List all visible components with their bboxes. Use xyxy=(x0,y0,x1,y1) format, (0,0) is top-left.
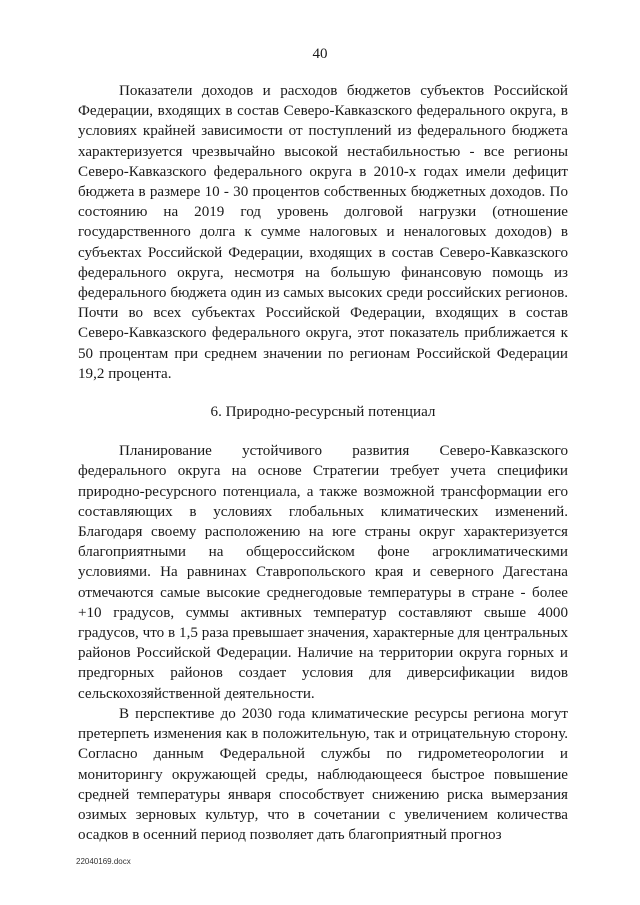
file-name-footer: 22040169.docx xyxy=(76,857,131,866)
page-number: 40 xyxy=(312,46,328,62)
document-body xyxy=(78,81,568,845)
paragraph-budget-indicators: Показатели доходов и расходов бюджетов субъектов Российской Федерации, входящих в состав Северо-Кавказского федерального округа, в условиях крайней зависимости от поступлений из федерального бюджета характеризуется чрезвычайно высокой нестабильностью - все регионы Северо-Кавказского федерального округа в 2010-х годах имели дефицит бюджета в размере 10 - 30 процентов собственных бюджетных доходов. По состоянию на 2019 год уровень долговой нагрузки (отношение государственного долга к сумме налоговых и неналоговых доходов) в субъектах Российской Федерации, входящих в состав Северо-Кавказского федерального округа, несмотря на большую финансовую помощь из федерального бюджета один из самых высоких среди российских регионов. Почти во всех субъектах Российской Федерации, входящих в состав Северо-Кавказского федерального округа, этот показатель приближается к 50 процентам при среднем значении по регионам Российской Федерации 19,2 процента. xyxy=(78,83,568,382)
section-heading: 6. Природно-ресурсный потенциал xyxy=(210,404,436,421)
paragraph-climate-outlook: В перспективе до 2030 года климатические ресурсы региона могут претерпеть изменения как в положительную, так и отрицательную сторону. Согласно данным Федеральной службы по гидрометеорологии и мониторингу окружающей среды, наблюдающееся быстрое повышение средней температуры января способствует снижению риска вымерзания озимых зерновых культур, что в сочетании с увеличением количества осадков в осенний период позволяет дать благоприятный прогноз xyxy=(78,705,568,844)
paragraph-natural-resources: Планирование устойчивого развития Северо-Кавказского федерального округа на основе Стратегии требует учета специфики природно-ресурсного потенциала, а также возможной трансформации его составляющих в условиях глобальных климатических изменений. Благодаря своему расположению на юге страны округ характеризуется благоприятными на общероссийском фоне агроклиматическими условиями. На равнинах Ставропольского края и северного Дагестана отмечаются самые высокие среднегодовые температуры в стране - более +10 градусов, суммы активных температур составляют свыше 4000 градусов, что в 1,5 раза превышает значения, характерные для центральных районов Российской Федерации. Наличие на территории округа горных и предгорных районов создает условия для диверсификации видов сельскохозяйственной деятельности. xyxy=(78,443,568,702)
